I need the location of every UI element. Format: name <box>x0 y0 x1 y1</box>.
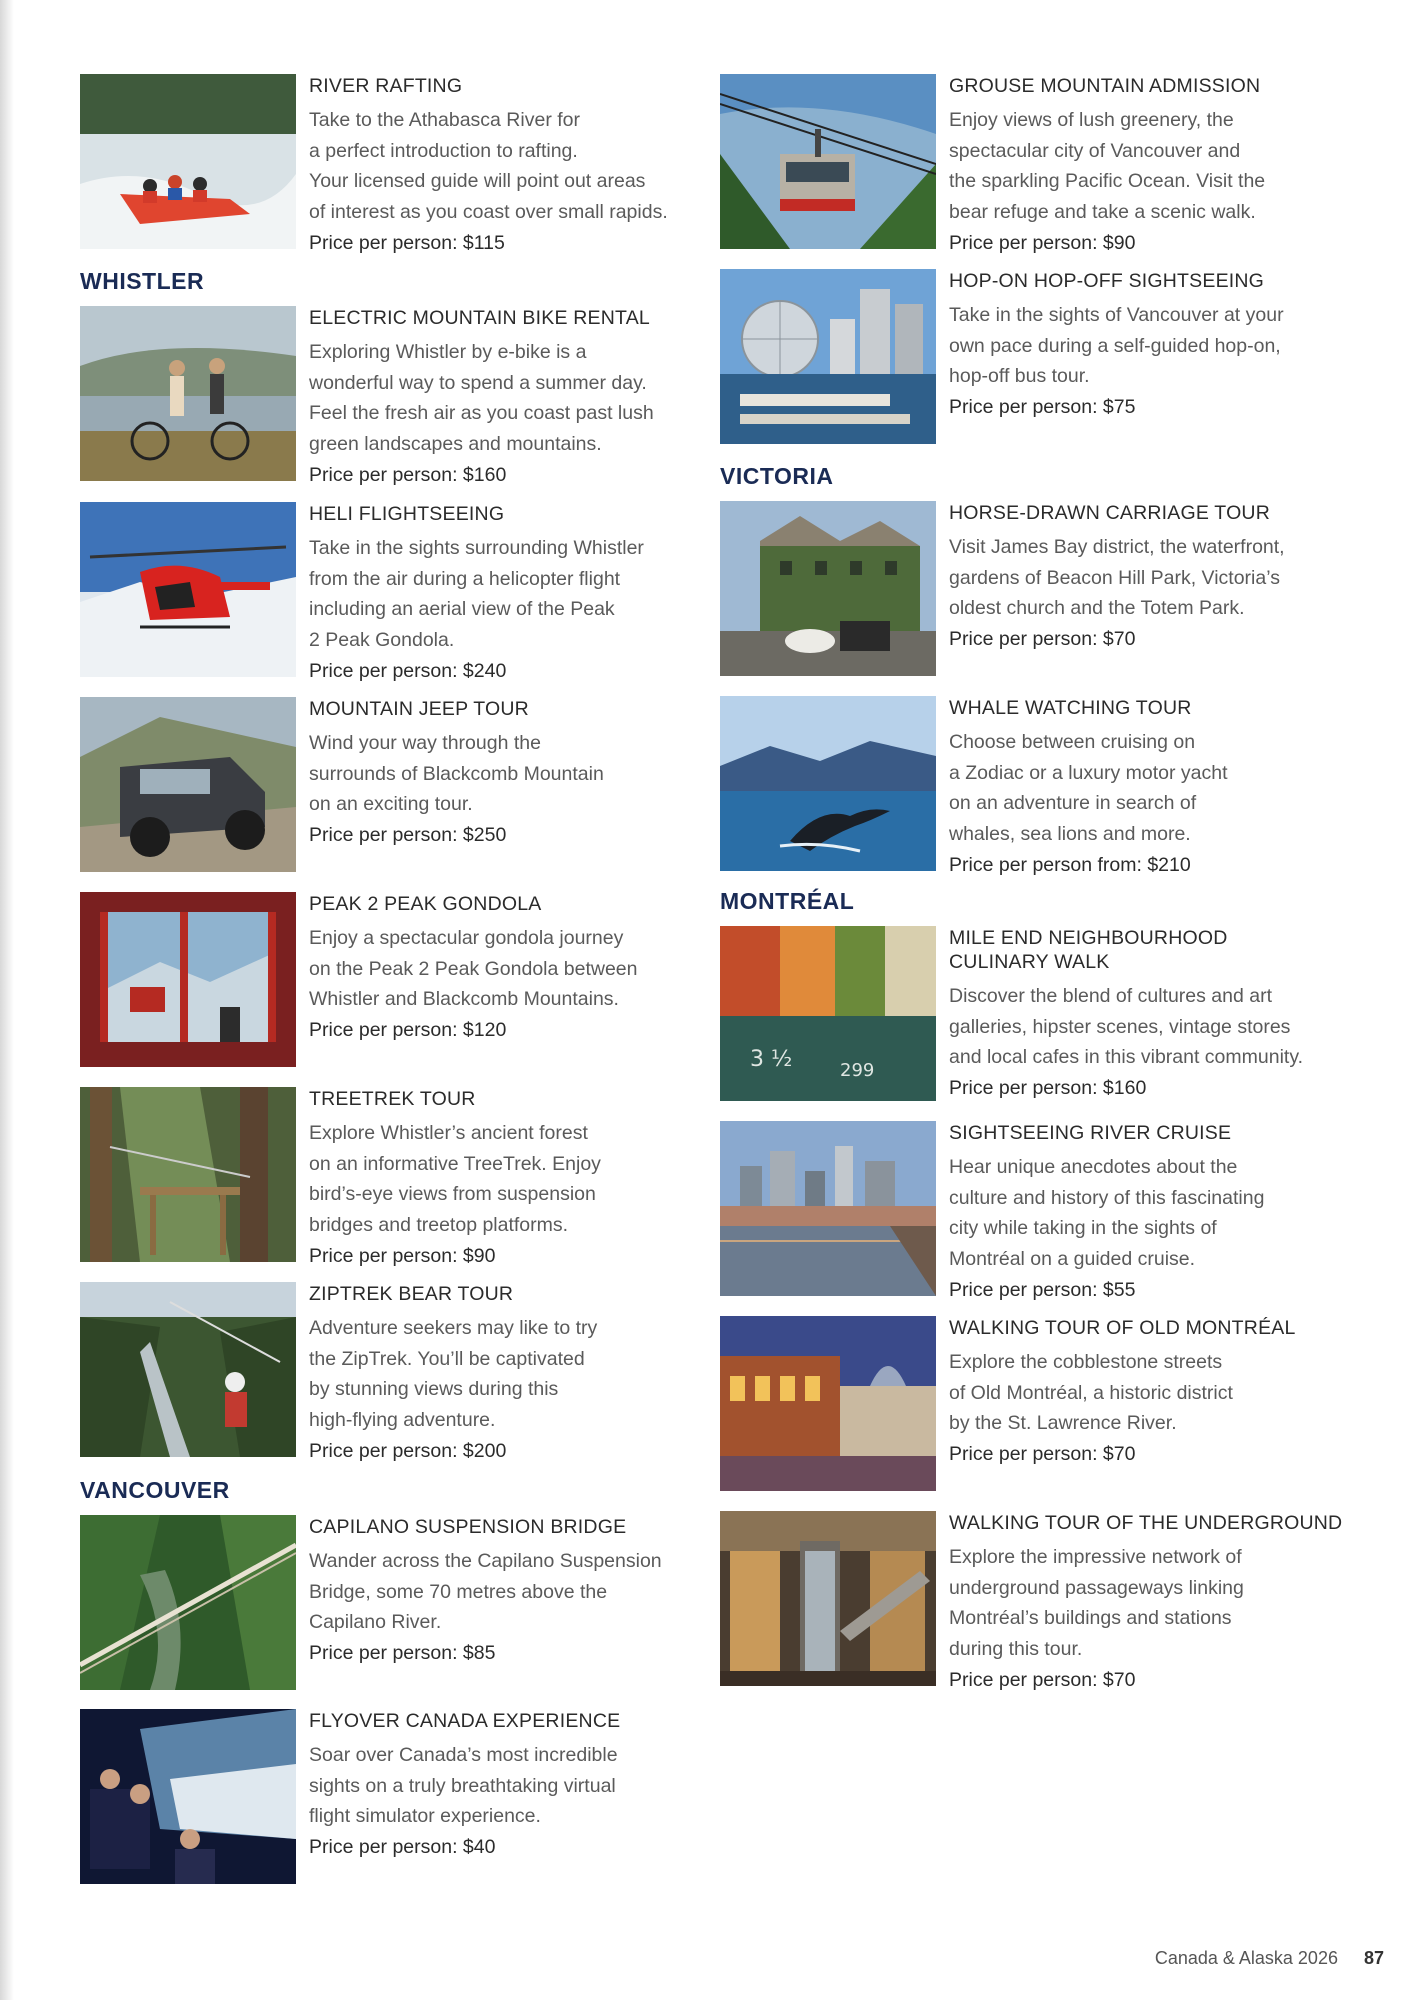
activity-description: Discover the blend of cultures and art galleries, hipster scenes, vintage stores and local cafes in this vibrant community. <box>949 985 1304 1069</box>
publication-title: Canada & Alaska 2026 <box>1154 1948 1338 1968</box>
activity-price: Price per person: $85 <box>309 1642 496 1665</box>
activity-title: PEAK 2 PEAK GONDOLA <box>309 893 542 915</box>
ziptrek-photo <box>80 1282 296 1457</box>
activity-title: MOUNTAIN JEEP TOUR <box>309 698 529 720</box>
activity-price: Price per person: $160 <box>309 463 507 486</box>
svg-text:299: 299 <box>840 1060 875 1081</box>
activity-price: Price per person: $40 <box>309 1836 496 1859</box>
activity-description: Take in the sights surrounding Whistler from the air during a helicopter flight including an aerial view of the Peak 2 Peak Gondola. <box>309 537 644 652</box>
activity-description: Explore Whistler’s ancient forest on an informative TreeTrek. Enjoy bird’s-eye views from suspension bridges and treetop platforms. <box>309 1122 601 1237</box>
activity-description: Hear unique anecdotes about the culture and history of this fascinating city while taking in the sights of Montréal on a guided cruise. <box>949 1156 1265 1271</box>
whale-text <box>949 696 1350 881</box>
activity-price: Price per person: $75 <box>949 396 1136 419</box>
activity-description: Explore the impressive network of underground passageways linking Montréal’s buildings and stations during this tour. <box>949 1546 1244 1661</box>
old-montreal-photo <box>720 1316 936 1491</box>
activity-price: Price per person: $160 <box>949 1077 1147 1100</box>
activity-price: Price per person: $70 <box>949 1443 1136 1466</box>
flyover-text <box>309 1709 700 1863</box>
river-rafting-photo <box>80 74 296 249</box>
activity-title: FLYOVER CANADA EXPERIENCE <box>309 1710 621 1732</box>
river-cruise-text <box>949 1121 1350 1306</box>
activity-description: Adventure seekers may like to try the ZipTrek. You’ll be captivated by stunning views during this high-flying adventure. <box>309 1317 598 1432</box>
activity-description: Exploring Whistler by e-bike is a wonderful way to spend a summer day. Feel the fresh air as you coast past lush green landscapes and mountains. <box>309 341 654 456</box>
market-photo <box>720 926 936 1101</box>
e-bike-text <box>309 306 700 491</box>
capilano-photo <box>80 1515 296 1690</box>
activity-title: TREETREK TOUR <box>309 1088 476 1110</box>
page-number: 87 <box>1363 1948 1384 1968</box>
activity-price: Price per person: $70 <box>949 1668 1136 1691</box>
hop-on-text <box>949 269 1350 423</box>
old-montreal-text <box>949 1316 1350 1470</box>
activity-description: Take to the Athabasca River for a perfect introduction to rafting. Your licensed guide will point out areas of interest as you coast over small rapids. <box>309 109 668 224</box>
activity-price: Price per person: $70 <box>949 628 1136 651</box>
treetrek-photo <box>80 1087 296 1262</box>
river-cruise-photo <box>720 1121 936 1296</box>
activity-title: WALKING TOUR OF OLD MONTRÉAL <box>949 1317 1296 1339</box>
whale-photo <box>720 696 936 871</box>
activity-description: Enjoy a spectacular gondola journey on the Peak 2 Peak Gondola between Whistler and Blackcomb Mountains. <box>309 927 638 1011</box>
activity-description: Wind your way through the surrounds of Blackcomb Mountain on an exciting tour. <box>309 732 604 816</box>
region-heading-victoria: VICTORIA <box>720 463 834 489</box>
activity-title: WALKING TOUR OF THE UNDERGROUND <box>949 1512 1343 1534</box>
activity-description: Enjoy views of lush greenery, the spectacular city of Vancouver and the sparkling Pacific Ocean. Visit the bear refuge and take a scenic walk. <box>949 109 1266 224</box>
capilano-text <box>309 1515 700 1669</box>
activity-title: SIGHTSEEING RIVER CRUISE <box>949 1122 1232 1144</box>
activity-price: Price per person: $115 <box>309 231 505 254</box>
carriage-text <box>949 501 1350 655</box>
mile-end-text <box>949 926 1350 1104</box>
activity-description: Visit James Bay district, the waterfront, gardens of Beacon Hill Park, Victoria’s oldest church and the Totem Park. <box>949 536 1285 620</box>
underground-photo <box>720 1511 936 1686</box>
activity-description: Choose between cruising on a Zodiac or a luxury motor yacht on an adventure in search of whales, sea lions and more. <box>949 731 1228 846</box>
activity-title: GROUSE MOUNTAIN ADMISSION <box>949 75 1261 97</box>
jeep-photo <box>80 697 296 872</box>
activity-description: Wander across the Capilano Suspension Bridge, some 70 metres above the Capilano River. <box>309 1550 662 1634</box>
activity-price: Price per person from: $210 <box>949 853 1191 876</box>
activity-title: CAPILANO SUSPENSION BRIDGE <box>309 1516 627 1538</box>
gondola-photo <box>80 892 296 1067</box>
gondola-text <box>309 892 700 1046</box>
grouse-text <box>949 74 1350 259</box>
activity-title: RIVER RAFTING <box>309 75 463 97</box>
carriage-photo <box>720 501 936 676</box>
activity-description: Explore the cobblestone streets of Old Montréal, a historic district by the St. Lawrence River. <box>949 1351 1233 1435</box>
activity-title: HELI FLIGHTSEEING <box>309 503 505 525</box>
activity-price: Price per person: $240 <box>309 659 507 682</box>
activity-price: Price per person: $90 <box>949 231 1136 254</box>
activity-price: Price per person: $90 <box>309 1244 496 1267</box>
flyover-photo <box>80 1709 296 1884</box>
activity-price: Price per person: $55 <box>949 1278 1136 1301</box>
hop-on-photo <box>720 269 936 444</box>
page-footer <box>1155 1948 1384 1969</box>
page-edge-shadow <box>0 0 14 2000</box>
activity-price: Price per person: $200 <box>309 1439 507 1462</box>
region-heading-whistler: WHISTLER <box>80 268 205 294</box>
activity-description: Soar over Canada’s most incredible sights on a truly breathtaking virtual flight simulator experience. <box>309 1744 618 1828</box>
svg-text:3 ½: 3 ½ <box>750 1047 793 1072</box>
activity-price: Price per person: $250 <box>309 824 507 847</box>
heli-text <box>309 502 700 687</box>
activity-description: Take in the sights of Vancouver at your own pace during a self-guided hop-on, hop-off bus tour. <box>949 304 1284 388</box>
activity-title: ELECTRIC MOUNTAIN BIKE RENTAL <box>309 307 650 329</box>
activity-title: HORSE-DRAWN CARRIAGE TOUR <box>949 502 1270 524</box>
treetrek-text <box>309 1087 700 1272</box>
activity-title: ZIPTREK BEAR TOUR <box>309 1283 514 1305</box>
region-heading-vancouver: VANCOUVER <box>80 1477 230 1503</box>
ziptrek-text <box>309 1282 700 1467</box>
region-heading-montreal: MONTRÉAL <box>720 888 855 914</box>
activity-title: MILE END NEIGHBOURHOOD CULINARY WALK <box>949 927 1228 973</box>
jeep-text <box>309 697 700 851</box>
activity-title: WHALE WATCHING TOUR <box>949 697 1192 719</box>
activity-price: Price per person: $120 <box>309 1019 507 1042</box>
grouse-photo <box>720 74 936 249</box>
e-bike-photo <box>80 306 296 481</box>
underground-text <box>949 1511 1350 1696</box>
river-rafting-text <box>309 74 700 259</box>
activity-title: HOP-ON HOP-OFF SIGHTSEEING <box>949 270 1265 292</box>
helicopter-photo <box>80 502 296 677</box>
